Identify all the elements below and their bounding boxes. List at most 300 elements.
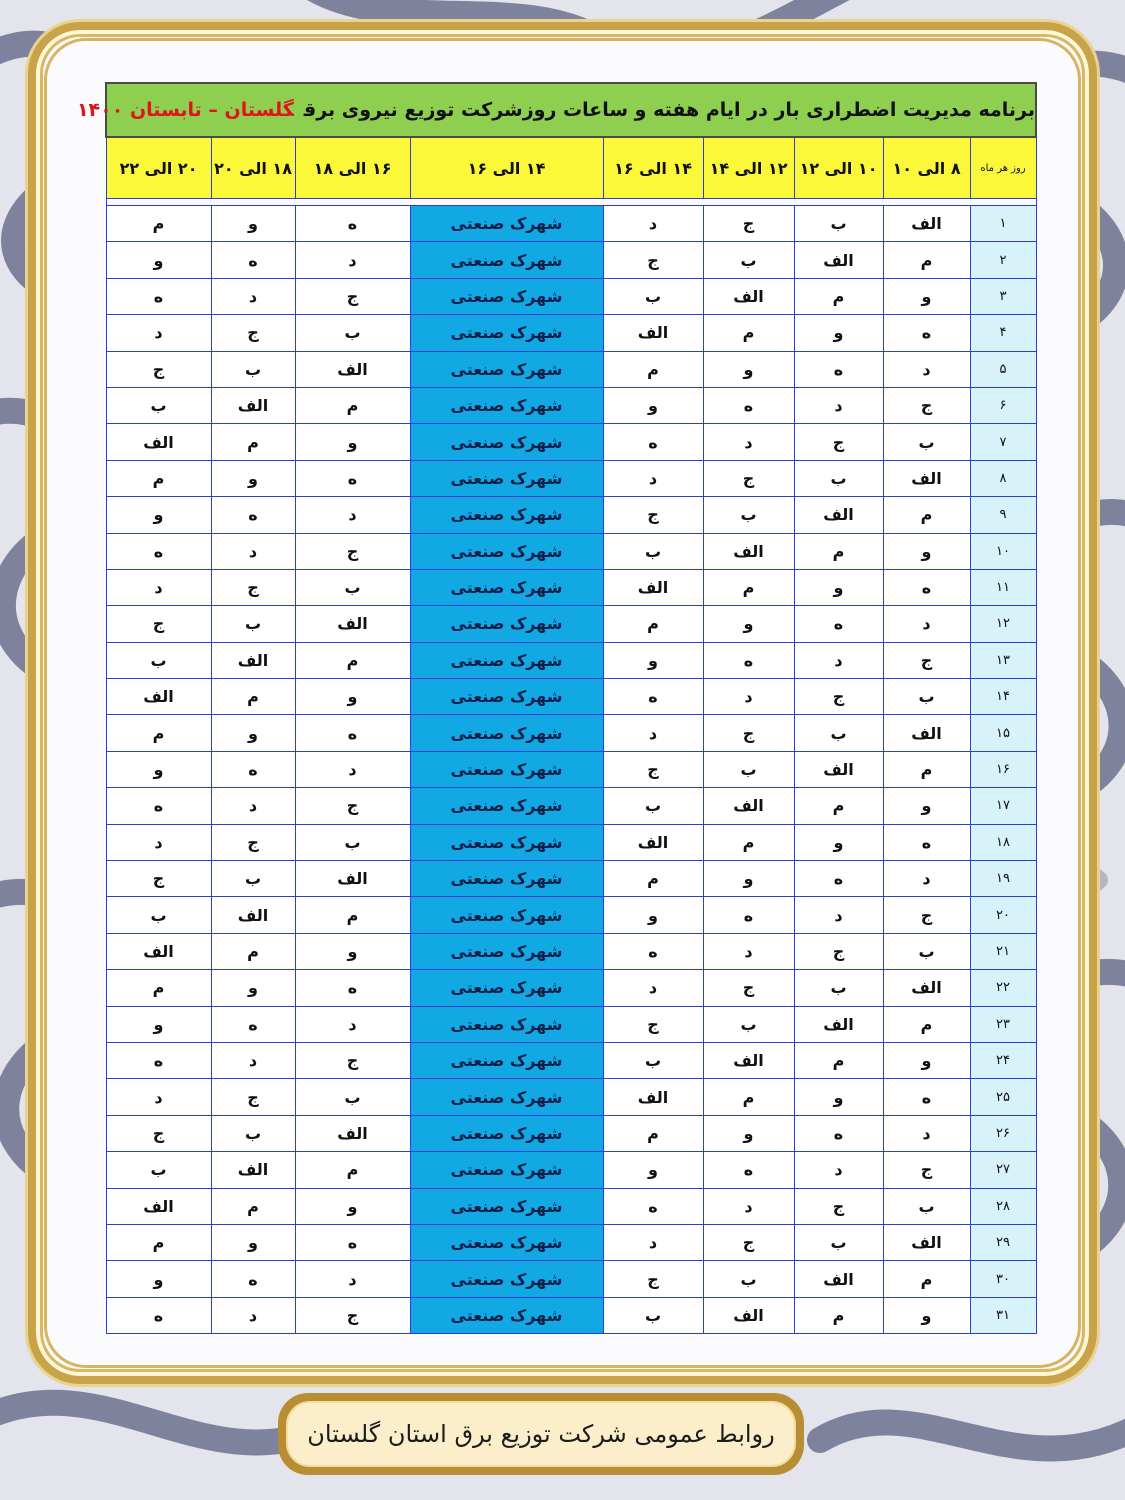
group-cell: د — [703, 933, 794, 969]
industrial-zone-cell: شهرک صنعتی — [410, 715, 603, 751]
footer-text: روابط عمومی شرکت توزیع برق استان گلستان — [286, 1401, 796, 1467]
group-cell: الف — [794, 497, 883, 533]
table-row — [106, 569, 1036, 605]
group-cell: ج — [883, 642, 970, 678]
group-cell: م — [106, 460, 211, 496]
table-row — [106, 497, 1036, 533]
group-cell: م — [794, 1042, 883, 1078]
group-cell: ب — [603, 1297, 703, 1333]
group-cell: د — [106, 1079, 211, 1115]
header-time-slot: ۱۰ الی ۱۲ — [794, 137, 883, 199]
group-cell: ب — [794, 715, 883, 751]
header-day-of-month: روز هر ماه — [970, 137, 1036, 199]
day-number-cell: ۳ — [970, 278, 1036, 314]
day-number-cell: ۲۹ — [970, 1224, 1036, 1260]
industrial-zone-cell: شهرک صنعتی — [410, 387, 603, 423]
group-cell: ب — [703, 751, 794, 787]
table-row — [106, 824, 1036, 860]
group-cell: م — [106, 970, 211, 1006]
day-number-cell: ۱۱ — [970, 569, 1036, 605]
group-cell: ه — [883, 315, 970, 351]
group-cell: م — [703, 569, 794, 605]
day-number-cell: ۱۸ — [970, 824, 1036, 860]
group-cell: ه — [295, 1224, 410, 1260]
group-cell: م — [703, 315, 794, 351]
group-cell: م — [211, 679, 295, 715]
group-cell: و — [883, 533, 970, 569]
group-cell: ب — [883, 1188, 970, 1224]
table-row — [106, 970, 1036, 1006]
industrial-zone-cell: شهرک صنعتی — [410, 1297, 603, 1333]
group-cell: ه — [106, 788, 211, 824]
group-cell: ج — [295, 1042, 410, 1078]
schedule-body — [106, 199, 1036, 1334]
group-cell: ه — [106, 278, 211, 314]
group-cell: الف — [883, 460, 970, 496]
day-number-cell: ۹ — [970, 497, 1036, 533]
group-cell: الف — [295, 861, 410, 897]
group-cell: ب — [211, 861, 295, 897]
group-cell: الف — [603, 1079, 703, 1115]
day-number-cell: ۲۷ — [970, 1152, 1036, 1188]
industrial-zone-cell: شهرک صنعتی — [410, 933, 603, 969]
industrial-zone-cell: شهرک صنعتی — [410, 206, 603, 242]
group-cell: ه — [883, 824, 970, 860]
table-row — [106, 1006, 1036, 1042]
group-cell: و — [794, 824, 883, 860]
industrial-zone-cell: شهرک صنعتی — [410, 315, 603, 351]
title-main: برنامه مدیریت اضطراری بار در ایام هفته و ساعات روزشرکت توزیع نیروی برق — [303, 99, 1036, 121]
group-cell: ج — [295, 1297, 410, 1333]
group-cell: الف — [703, 1042, 794, 1078]
day-number-cell: ۶ — [970, 387, 1036, 423]
title-highlight: گلستان – تابستان ۱۴۰۰ — [76, 99, 294, 121]
group-cell: ب — [883, 933, 970, 969]
group-cell: د — [211, 278, 295, 314]
group-cell: ه — [703, 897, 794, 933]
group-cell: د — [211, 1042, 295, 1078]
day-number-cell: ۲ — [970, 242, 1036, 278]
day-number-cell: ۲۵ — [970, 1079, 1036, 1115]
table-row — [106, 206, 1036, 242]
table-row — [106, 242, 1036, 278]
table-row — [106, 1152, 1036, 1188]
group-cell: م — [295, 1152, 410, 1188]
header-time-slot: ۸ الی ۱۰ — [883, 137, 970, 199]
industrial-zone-cell: شهرک صنعتی — [410, 1152, 603, 1188]
group-cell: د — [295, 497, 410, 533]
group-cell: م — [106, 1224, 211, 1260]
group-cell: د — [106, 315, 211, 351]
day-number-cell: ۱۴ — [970, 679, 1036, 715]
group-cell: الف — [211, 387, 295, 423]
industrial-zone-cell: شهرک صنعتی — [410, 1006, 603, 1042]
group-cell: د — [603, 715, 703, 751]
group-cell: د — [883, 1115, 970, 1151]
day-number-cell: ۱۲ — [970, 606, 1036, 642]
spacer-cell — [106, 199, 1036, 206]
group-cell: ه — [794, 861, 883, 897]
footer-plaque — [278, 1393, 804, 1475]
day-number-cell: ۲۰ — [970, 897, 1036, 933]
group-cell: ب — [883, 424, 970, 460]
table-row — [106, 351, 1036, 387]
group-cell: م — [211, 933, 295, 969]
day-number-cell: ۱۶ — [970, 751, 1036, 787]
group-cell: د — [295, 1006, 410, 1042]
group-cell: م — [883, 242, 970, 278]
group-cell: م — [883, 751, 970, 787]
group-cell: الف — [794, 242, 883, 278]
group-cell: ب — [106, 897, 211, 933]
group-cell: د — [703, 1188, 794, 1224]
day-number-cell: ۱۰ — [970, 533, 1036, 569]
group-cell: ب — [211, 1115, 295, 1151]
group-cell: الف — [603, 569, 703, 605]
group-cell: و — [703, 606, 794, 642]
group-cell: و — [883, 1042, 970, 1078]
day-number-cell: ۱ — [970, 206, 1036, 242]
industrial-zone-cell: شهرک صنعتی — [410, 1042, 603, 1078]
industrial-zone-cell: شهرک صنعتی — [410, 679, 603, 715]
group-cell: ه — [883, 1079, 970, 1115]
table-row — [106, 1261, 1036, 1297]
group-cell: د — [794, 387, 883, 423]
group-cell: ب — [703, 1261, 794, 1297]
group-cell: ب — [603, 278, 703, 314]
day-number-cell: ۱۷ — [970, 788, 1036, 824]
table-row — [106, 1224, 1036, 1260]
group-cell: و — [883, 788, 970, 824]
group-cell: و — [603, 642, 703, 678]
industrial-zone-cell: شهرک صنعتی — [410, 788, 603, 824]
group-cell: الف — [794, 751, 883, 787]
industrial-zone-cell: شهرک صنعتی — [410, 824, 603, 860]
day-number-cell: ۸ — [970, 460, 1036, 496]
group-cell: ب — [794, 1224, 883, 1260]
group-cell: الف — [703, 1297, 794, 1333]
group-cell: ه — [106, 1042, 211, 1078]
industrial-zone-cell: شهرک صنعتی — [410, 861, 603, 897]
group-cell: ب — [295, 824, 410, 860]
group-cell: الف — [883, 206, 970, 242]
group-cell: د — [703, 679, 794, 715]
group-cell: و — [295, 679, 410, 715]
group-cell: م — [106, 206, 211, 242]
group-cell: ب — [106, 387, 211, 423]
group-cell: ه — [794, 1115, 883, 1151]
group-cell: ج — [106, 606, 211, 642]
group-cell: الف — [106, 1188, 211, 1224]
group-cell: ب — [106, 642, 211, 678]
group-cell: الف — [603, 315, 703, 351]
header-time-slot: ۱۶ الی ۱۸ — [295, 137, 410, 199]
group-cell: م — [603, 861, 703, 897]
group-cell: ج — [211, 1079, 295, 1115]
group-cell: ه — [603, 679, 703, 715]
industrial-zone-cell: شهرک صنعتی — [410, 460, 603, 496]
group-cell: ب — [883, 679, 970, 715]
group-cell: ج — [295, 788, 410, 824]
group-cell: ج — [603, 1261, 703, 1297]
group-cell: ه — [603, 424, 703, 460]
group-cell: د — [883, 606, 970, 642]
table-row — [106, 387, 1036, 423]
group-cell: ج — [883, 1152, 970, 1188]
group-cell: ه — [295, 715, 410, 751]
load-management-schedule-table — [76, 82, 1037, 1334]
table-row — [106, 1079, 1036, 1115]
group-cell: د — [794, 1152, 883, 1188]
group-cell: م — [211, 1188, 295, 1224]
group-cell: ب — [703, 497, 794, 533]
group-cell: م — [703, 1079, 794, 1115]
day-number-cell: ۲۴ — [970, 1042, 1036, 1078]
group-cell: ج — [794, 933, 883, 969]
table-row — [106, 424, 1036, 460]
group-cell: ج — [703, 715, 794, 751]
industrial-zone-cell: شهرک صنعتی — [410, 424, 603, 460]
group-cell: ب — [794, 460, 883, 496]
group-cell: ب — [295, 1079, 410, 1115]
group-cell: ج — [603, 497, 703, 533]
column-header-row — [106, 137, 1036, 199]
group-cell: د — [703, 424, 794, 460]
group-cell: و — [106, 751, 211, 787]
table-row — [106, 1042, 1036, 1078]
group-cell: ه — [211, 1006, 295, 1042]
group-cell: الف — [106, 679, 211, 715]
group-cell: ه — [703, 642, 794, 678]
group-cell: و — [295, 1188, 410, 1224]
group-cell: م — [794, 278, 883, 314]
group-cell: د — [603, 1224, 703, 1260]
day-number-cell: ۵ — [970, 351, 1036, 387]
group-cell: م — [603, 351, 703, 387]
day-number-cell: ۲۸ — [970, 1188, 1036, 1224]
group-cell: ه — [794, 606, 883, 642]
day-number-cell: ۲۱ — [970, 933, 1036, 969]
industrial-zone-cell: شهرک صنعتی — [410, 1079, 603, 1115]
group-cell: ج — [106, 1115, 211, 1151]
group-cell: م — [794, 533, 883, 569]
group-cell: و — [703, 861, 794, 897]
group-cell: د — [295, 1261, 410, 1297]
group-cell: ب — [295, 315, 410, 351]
group-cell: و — [211, 1224, 295, 1260]
group-cell: ه — [211, 242, 295, 278]
day-number-cell: ۱۳ — [970, 642, 1036, 678]
table-row — [106, 533, 1036, 569]
group-cell: الف — [883, 1224, 970, 1260]
group-cell: و — [211, 460, 295, 496]
group-cell: و — [106, 242, 211, 278]
group-cell: د — [211, 788, 295, 824]
group-cell: د — [211, 1297, 295, 1333]
group-cell: د — [211, 533, 295, 569]
group-cell: ب — [211, 606, 295, 642]
group-cell: ب — [603, 1042, 703, 1078]
group-cell: ب — [211, 351, 295, 387]
day-number-cell: ۲۳ — [970, 1006, 1036, 1042]
group-cell: الف — [106, 424, 211, 460]
table-row — [106, 460, 1036, 496]
group-cell: ه — [106, 1297, 211, 1333]
day-number-cell: ۷ — [970, 424, 1036, 460]
group-cell: ه — [106, 533, 211, 569]
group-cell: ه — [211, 1261, 295, 1297]
group-cell: ه — [211, 751, 295, 787]
group-cell: م — [883, 497, 970, 533]
header-time-slot: ۱۴ الی ۱۶ — [410, 137, 603, 199]
group-cell: ب — [703, 1006, 794, 1042]
group-cell: ج — [703, 460, 794, 496]
table-row — [106, 315, 1036, 351]
group-cell: د — [106, 824, 211, 860]
group-cell: و — [603, 387, 703, 423]
group-cell: د — [603, 206, 703, 242]
group-cell: الف — [211, 642, 295, 678]
industrial-zone-cell: شهرک صنعتی — [410, 569, 603, 605]
industrial-zone-cell: شهرک صنعتی — [410, 278, 603, 314]
industrial-zone-cell: شهرک صنعتی — [410, 533, 603, 569]
group-cell: الف — [883, 715, 970, 751]
group-cell: ه — [603, 1188, 703, 1224]
group-cell: الف — [211, 1152, 295, 1188]
group-cell: د — [883, 351, 970, 387]
group-cell: و — [703, 1115, 794, 1151]
group-cell: و — [883, 278, 970, 314]
group-cell: و — [794, 569, 883, 605]
group-cell: الف — [106, 933, 211, 969]
group-cell: د — [794, 642, 883, 678]
header-time-slot: ۱۲ الی ۱۴ — [703, 137, 794, 199]
industrial-zone-cell: شهرک صنعتی — [410, 1188, 603, 1224]
group-cell: م — [794, 788, 883, 824]
group-cell: ه — [703, 387, 794, 423]
group-cell: و — [106, 1261, 211, 1297]
group-cell: د — [603, 970, 703, 1006]
group-cell: الف — [703, 278, 794, 314]
group-cell: و — [211, 715, 295, 751]
table-row — [106, 606, 1036, 642]
group-cell: د — [794, 897, 883, 933]
group-cell: م — [883, 1006, 970, 1042]
group-cell: ب — [295, 569, 410, 605]
group-cell: ج — [603, 242, 703, 278]
group-cell: د — [603, 460, 703, 496]
group-cell: ج — [211, 824, 295, 860]
page-title — [76, 83, 1036, 137]
group-cell: ه — [295, 206, 410, 242]
group-cell: ه — [211, 497, 295, 533]
group-cell: الف — [211, 897, 295, 933]
group-cell: ج — [211, 569, 295, 605]
group-cell: ه — [295, 460, 410, 496]
group-cell: الف — [703, 533, 794, 569]
group-cell: الف — [794, 1261, 883, 1297]
group-cell: ه — [883, 569, 970, 605]
table-spacer — [106, 199, 1036, 206]
industrial-zone-cell: شهرک صنعتی — [410, 751, 603, 787]
industrial-zone-cell: شهرک صنعتی — [410, 1261, 603, 1297]
group-cell: الف — [794, 1006, 883, 1042]
day-number-cell: ۱۵ — [970, 715, 1036, 751]
group-cell: ج — [794, 679, 883, 715]
group-cell: ج — [703, 206, 794, 242]
group-cell: ج — [794, 424, 883, 460]
table-row — [106, 1188, 1036, 1224]
group-cell: و — [603, 1152, 703, 1188]
table-row — [106, 897, 1036, 933]
day-number-cell: ۱۹ — [970, 861, 1036, 897]
group-cell: م — [295, 897, 410, 933]
table-row — [106, 751, 1036, 787]
group-cell: ج — [603, 751, 703, 787]
group-cell: و — [883, 1297, 970, 1333]
group-cell: ب — [703, 242, 794, 278]
group-cell: ج — [295, 278, 410, 314]
group-cell: د — [883, 861, 970, 897]
group-cell: و — [295, 933, 410, 969]
group-cell: م — [603, 606, 703, 642]
group-cell: الف — [295, 351, 410, 387]
industrial-zone-cell: شهرک صنعتی — [410, 606, 603, 642]
group-cell: الف — [295, 606, 410, 642]
group-cell: و — [295, 424, 410, 460]
group-cell: ب — [603, 788, 703, 824]
group-cell: د — [295, 751, 410, 787]
group-cell: الف — [703, 788, 794, 824]
group-cell: ه — [603, 933, 703, 969]
group-cell: ج — [211, 315, 295, 351]
group-cell: و — [794, 1079, 883, 1115]
header-time-slot: ۱۸ الی ۲۰ — [211, 137, 295, 199]
group-cell: ج — [883, 897, 970, 933]
group-cell: و — [106, 497, 211, 533]
group-cell: و — [603, 897, 703, 933]
group-cell: م — [794, 1297, 883, 1333]
group-cell: ه — [295, 970, 410, 1006]
group-cell: و — [211, 970, 295, 1006]
group-cell: و — [703, 351, 794, 387]
table-row — [106, 861, 1036, 897]
group-cell: و — [794, 315, 883, 351]
group-cell: ج — [106, 861, 211, 897]
group-cell: ب — [603, 533, 703, 569]
industrial-zone-cell: شهرک صنعتی — [410, 1115, 603, 1151]
header-time-slot: ۲۰ الی ۲۲ — [106, 137, 211, 199]
group-cell: ه — [703, 1152, 794, 1188]
group-cell: م — [106, 715, 211, 751]
group-cell: ب — [794, 206, 883, 242]
industrial-zone-cell: شهرک صنعتی — [410, 242, 603, 278]
group-cell: م — [603, 1115, 703, 1151]
group-cell: و — [211, 206, 295, 242]
day-number-cell: ۳۱ — [970, 1297, 1036, 1333]
industrial-zone-cell: شهرک صنعتی — [410, 1224, 603, 1260]
industrial-zone-cell: شهرک صنعتی — [410, 351, 603, 387]
group-cell: د — [106, 569, 211, 605]
table-row — [106, 715, 1036, 751]
industrial-zone-cell: شهرک صنعتی — [410, 970, 603, 1006]
table-row — [106, 642, 1036, 678]
table-row — [106, 679, 1036, 715]
day-number-cell: ۲۲ — [970, 970, 1036, 1006]
header-time-slot: ۱۴ الی ۱۶ — [603, 137, 703, 199]
table-row — [106, 1115, 1036, 1151]
day-number-cell: ۲۶ — [970, 1115, 1036, 1151]
